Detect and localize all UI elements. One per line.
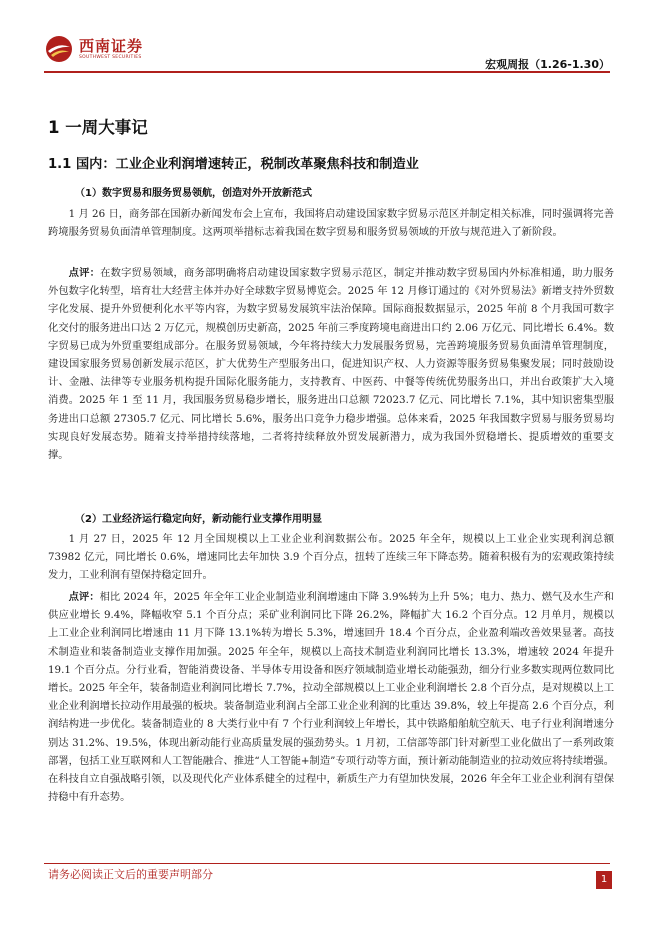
section-heading: 1 一周大事记: [48, 118, 148, 137]
item-1-news: 1 月 26 日，商务部在国新办新闻发布会上宣布，我国将启动建设国家数字贸易示范区并制定相关标准，同时强调将完善跨境服务贸易负面清单管理制度。这两项举措标志着我国在数字贸易和服务贸易领域的开放与规范进入了新阶段。: [48, 208, 614, 239]
page-header: [0, 0, 662, 72]
item-1-comment-text: 在数字贸易领域，商务部明确将启动建设国家数字贸易示范区，制定并推动数字贸易国内外标准相通，助力服务外包数字化转型，培育壮大经营主体并办好全球数字贸易博览会。2025 年 12 月修订通过的《对外贸易法》新增支持外贸数字化发展、提升外贸便利化水平等内容，为数字贸易发展筑牢法治保障。国际商报数据显示，2025 年前 8 个月我国可数字化交付的服务进出口达 2 万亿元，规模创历史新高，2025 年前三季度跨境电商进出口约 2.06 万亿元、同比增长 6.4%。数字贸易已成为外贸重要组成部分。在服务贸易领域，今年将持续大力发展服务贸易，完善跨境服务贸易负面清单管理制度，建设国家服务贸易创新发展示范区，扩大优势生产型服务出口，促进知识产权、人力资源等服务贸易集聚发展；同时鼓励设计、金融、法律等专业服务机构提升国际化服务能力，支持教育、中医药、中餐等传统优势服务出口，并出台政策扩大入境消费。2025 年 1 至 11 月，我国服务贸易稳步增长，服务进出口总额 72023.7 亿元、同比增长 7.1%，其中知识密集型服务进出口总额 27305.7 亿元、同比增长 5.6%，服务出口竞争力稳步增强。总体来看，2025 年我国数字贸易与服务贸易均实现良好发展态势。随着支持举措持续落地，二者将持续释放外贸发展新潜力，成为我国外贸稳增长、提质增效的重要支撑。: [48, 267, 615, 462]
item-2-comment-text: 相比 2024 年，2025 年全年工业企业制造业利润增速由下降 3.9%转为上升 5%；电力、热力、燃气及水生产和供应业增长 9.4%，降幅收窄 5.1 个百分点；采矿业利润同比下降 26.2%，降幅扩大 16.2 个百分点。12 月单月，规模以上工业企业利润同比增速由 11 月下降 13.1%转为增长 5.3%，增速回升 18.4 个百分点，企业盈利端改善效果显著。高技术制造业和装备制造业支撑作用加强。2025 年全年，规模以上高技术制造业利润同比增长 13.3%，增速较 2024 年提升 19.1 个百分点。分行业看，智能消费设备、半导体专用设备和医疗领域制造业增长动能强劲，细分行业多数实现两位数同比增长。2025 年全年，装备制造业利润同比增长 7.7%，拉动全部规模以上工业企业利润增长 2.8 个百分点，是对规模以上工业企业利润增长拉动作用最强的板块。装备制造业利润占全部工业企业利润的比重达 39.8%，较上年提高 2.6 个百分点，利润结构进一步优化。装备制造业的 8 大类行业中有 7 个行业利润较上年增长，其中铁路船舶航空航天、电子行业利润增速分别达 31.2%、19.5%，体现出新动能行业高质量发展的强劲势头。1 月初，工信部等部门针对新型工业化做出了一系列政策部署，包括工业互联网和人工智能融合、推进“人工智能+制造”专项行动等方面，预计新动能制造业的拉动效应将持续增强。在科技自立自强战略引领，以及现代化产业体系健全的过程中，新质生产力有望加快发展，2026 年全年工业企业利润有望保持稳中有升态势。: [48, 591, 614, 804]
item-1-comment: [48, 264, 614, 464]
item-2-comment: [48, 588, 614, 806]
logo-cn-text: 西南证券: [79, 36, 144, 55]
report-title: 宏观周报（1.26-1.30）: [485, 58, 610, 71]
footer-notice: 请务必阅读正文后的重要声明部分: [48, 868, 213, 881]
item-1-comment-label: 点评：: [68, 267, 101, 279]
item-2-news: 1 月 27 日，2025 年 12 月全国规模以上工业企业利润数据公布。2025 年全年，规模以上工业企业实现利润总额 73982 亿元，同比增长 0.6%，增速同比去年加快 3.9 个百分点，扭转了连续三年下降态势。随着积极有为的宏观政策持续发力，工业利润有望保持稳定回升。: [48, 533, 614, 582]
item-2-comment-label: 点评：: [68, 591, 100, 603]
footer-divider: [44, 863, 610, 864]
logo-emblem-icon: [44, 34, 74, 64]
item-1-title: （1）数字贸易和服务贸易领航，创造对外开放新范式: [75, 188, 312, 199]
logo-en-text: SOUTHWEST SECURITIES: [79, 54, 142, 60]
company-logo: [44, 34, 143, 64]
header-divider: [44, 71, 610, 73]
page-number: 1: [596, 871, 612, 889]
subsection-heading: 1.1 国内：工业企业利润增速转正，税制改革聚焦科技和制造业: [48, 157, 419, 172]
item-2-title: （2）工业经济运行稳定向好，新动能行业支撑作用明显: [75, 514, 322, 525]
